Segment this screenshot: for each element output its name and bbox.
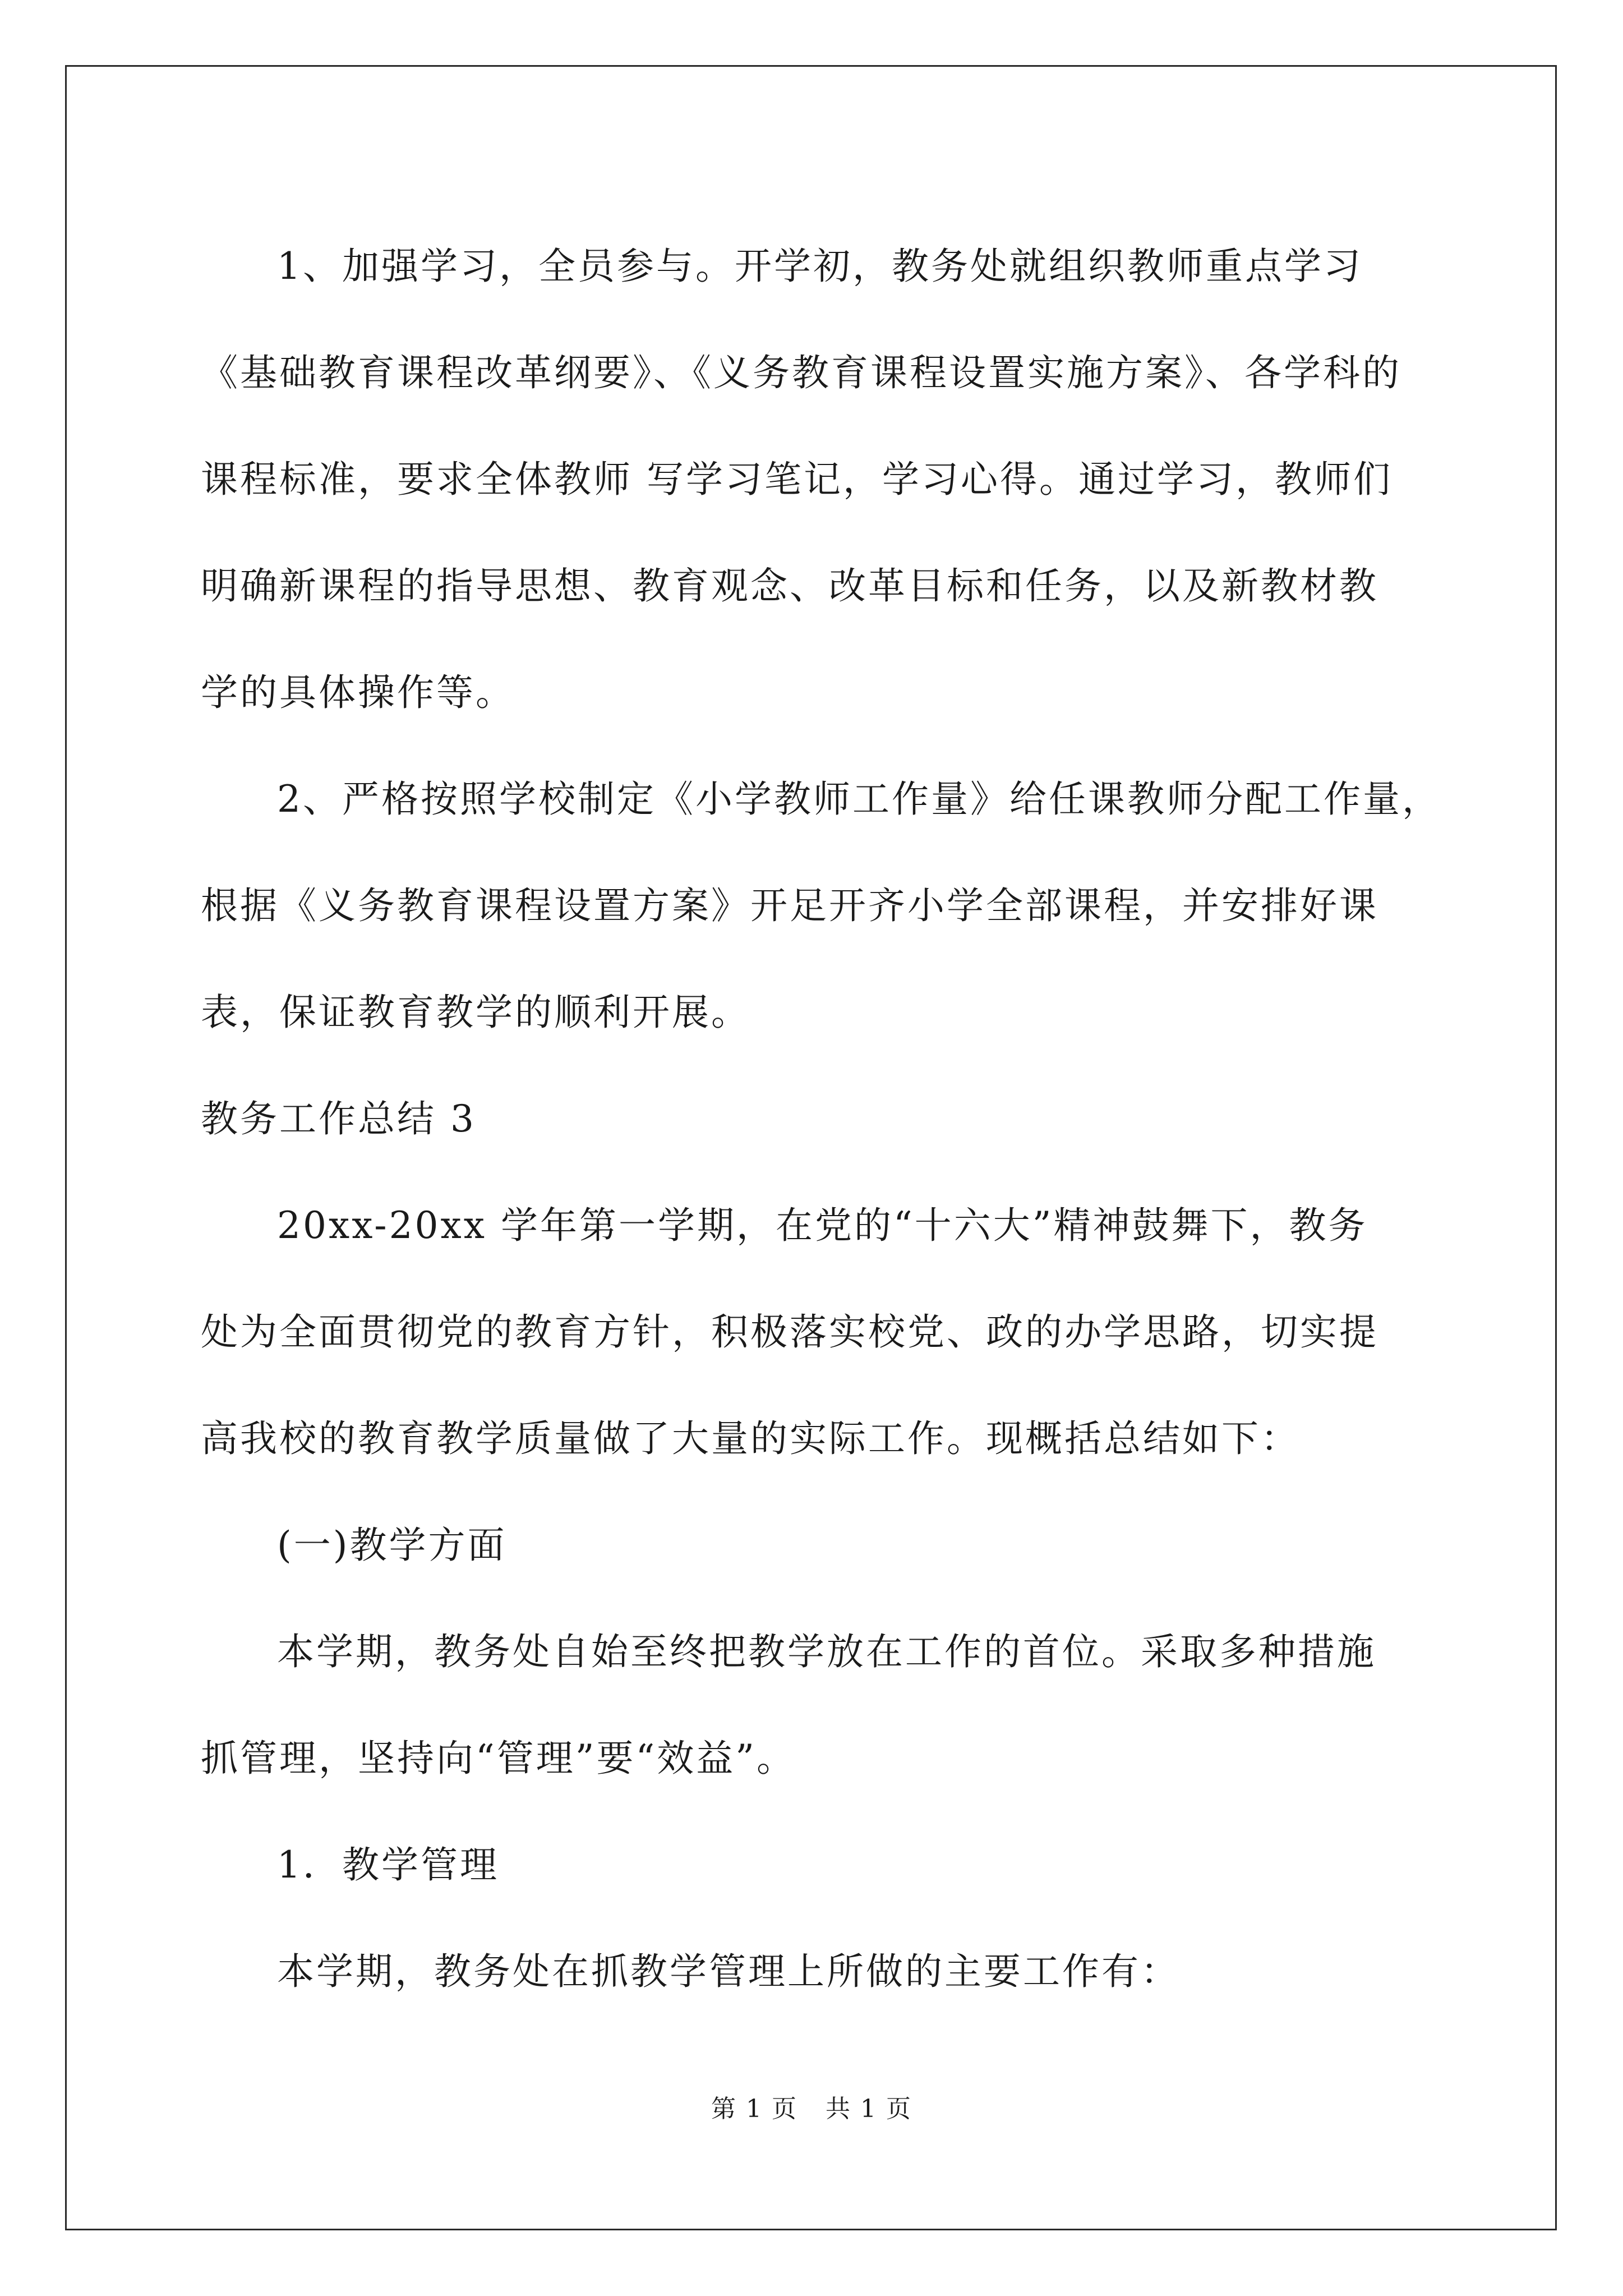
paragraph-line: 表，保证教育教学的顺利开展。 (201, 991, 750, 1034)
paragraph-line: 1、加强学习，全员参与。开学初，教务处就组织教师重点学习 (277, 245, 1363, 288)
section-heading: 教务工作总结 3 (201, 1097, 476, 1140)
page-footer (0, 2092, 1623, 2126)
document-body (201, 213, 1441, 2025)
page-total: 共 1 页 (826, 2095, 912, 2123)
paragraph-line: 明确新课程的指导思想、教育观念、改革目标和任务，以及新教材教 (201, 564, 1378, 608)
paragraph-line: 学的具体操作等。 (201, 671, 515, 714)
paragraph-line: 高我校的教育教学质量做了大量的实际工作。现概括总结如下： (201, 1417, 1300, 1460)
paragraph-line: 课程标准，要求全体教师 写学习笔记，学习心得。通过学习，教师们 (201, 458, 1393, 501)
paragraph-line: 《基础教育课程改革纲要》、《义务教育课程设置实施方案》、各学科的 (201, 351, 1401, 394)
subsection-heading: (一)教学方面 (277, 1524, 507, 1567)
paragraph-line: 处为全面贯彻党的教育方针，积极落实校党、政的办学思路，切实提 (201, 1310, 1378, 1354)
subsection-heading: 1．教学管理 (277, 1843, 499, 1887)
paragraph-line: 20xx-20xx 学年第一学期，在党的“十六大”精神鼓舞下，教务 (277, 1204, 1368, 1247)
paragraph-line: 本学期，教务处自始至终把教学放在工作的首位。采取多种措施 (277, 1630, 1376, 1673)
paragraph-line: 抓管理，坚持向“管理”要“效益”。 (201, 1737, 796, 1780)
paragraph-line: 本学期，教务处在抓教学管理上所做的主要工作有： (277, 1950, 1180, 1993)
page-number: 第 1 页 (711, 2095, 797, 2123)
paragraph-line: 根据《义务教育课程设置方案》开足开齐小学全部课程，并安排好课 (201, 884, 1378, 927)
paragraph-line: 2、严格按照学校制定《小学教师工作量》给任课教师分配工作量， (277, 777, 1441, 821)
